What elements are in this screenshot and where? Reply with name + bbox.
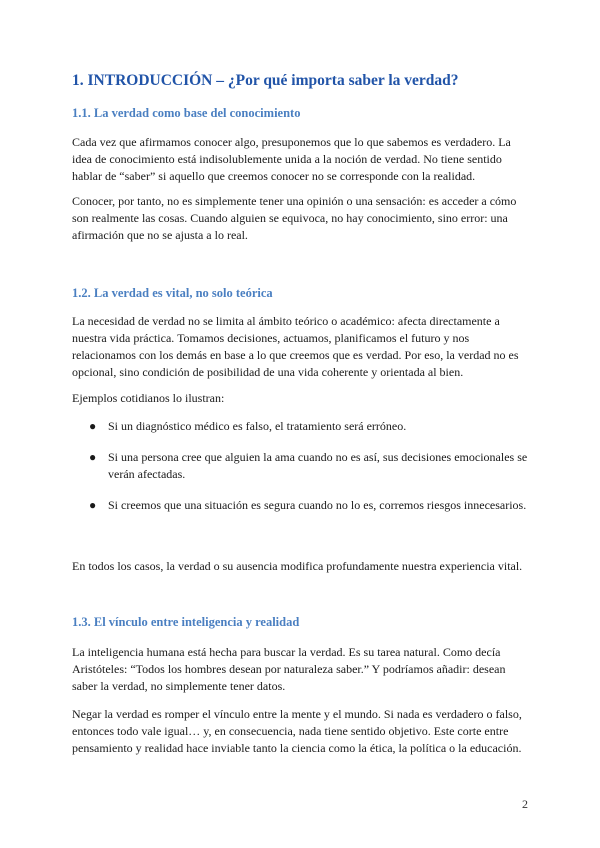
- section-title-1-3: 1.3. El vínculo entre inteligencia y realidad: [72, 615, 300, 629]
- chapter-heading: 1. INTRODUCCIÓN – ¿Por qué importa saber la verdad?: [72, 72, 459, 89]
- section-title-1-1: 1.1. La verdad como base del conocimiento: [72, 106, 301, 120]
- section-1-1-paragraph-1: Cada vez que afirmamos conocer algo, presuponemos que lo que sabemos es verdadero. La idea de conocimiento está indisolublemente unida a la noción de verdad. No tiene sentido hablar de “saber” si aquello que creemos conocer no se corresponde con la realidad.: [72, 135, 511, 183]
- examples-list: [72, 418, 530, 528]
- section-1-3-paragraph-1: La inteligencia humana está hecha para buscar la verdad. Es su tarea natural. Como decía Aristóteles: “Todos los hombres desean por naturaleza saber.” Y podríamos añadir: desean saber la verdad, no simplemente tener datos.: [72, 645, 506, 693]
- section-1-3-paragraph-2: Negar la verdad es romper el vínculo entre la mente y el mundo. Si nada es verdadero o falso, entonces todo vale igual… y, en consecuencia, nada tiene sentido objetivo. Este corte entre pensamiento y realidad hace inviable tanto la ciencia como la ética, la política o la educación.: [72, 707, 522, 755]
- section-1-1-paragraph-2: Conocer, por tanto, no es simplemente tener una opinión o una sensación: es acceder a cómo son realmente las cosas. Cuando alguien se equivoca, no hay conocimiento, sino error: una afirmación que no se ajusta a lo real.: [72, 194, 517, 242]
- section-1-2-paragraph-2: Ejemplos cotidianos lo ilustran:: [72, 391, 225, 405]
- bullet-icon: ●: [89, 498, 97, 512]
- page-number: 2: [522, 797, 528, 811]
- list-item-text: Si una persona cree que alguien la ama cuando no es así, sus decisiones emocionales se verán afectadas.: [108, 450, 528, 481]
- bullet-icon: ●: [89, 419, 97, 433]
- section-1-2-closing: En todos los casos, la verdad o su ausencia modifica profundamente nuestra experiencia vital.: [72, 559, 523, 573]
- bullet-icon: ●: [89, 450, 97, 464]
- section-title-1-2: 1.2. La verdad es vital, no solo teórica: [72, 286, 273, 300]
- list-item-text: Si creemos que una situación es segura cuando no lo es, corremos riesgos innecesarios.: [108, 498, 527, 512]
- list-item: [72, 497, 530, 514]
- list-item: [72, 449, 530, 483]
- list-item: [72, 418, 530, 435]
- section-1-2-paragraph-1: La necesidad de verdad no se limita al ámbito teórico o académico: afecta directamente a nuestra vida práctica. Tomamos decisiones, actuamos, planificamos el futuro y nos relacionamos con los demás en base a lo que creemos que es verdad. Por eso, la verdad no es opcional, sino condición de posibilidad de una vida coherente y orientada al bien.: [72, 314, 519, 379]
- list-item-text: Si un diagnóstico médico es falso, el tratamiento será erróneo.: [108, 419, 407, 433]
